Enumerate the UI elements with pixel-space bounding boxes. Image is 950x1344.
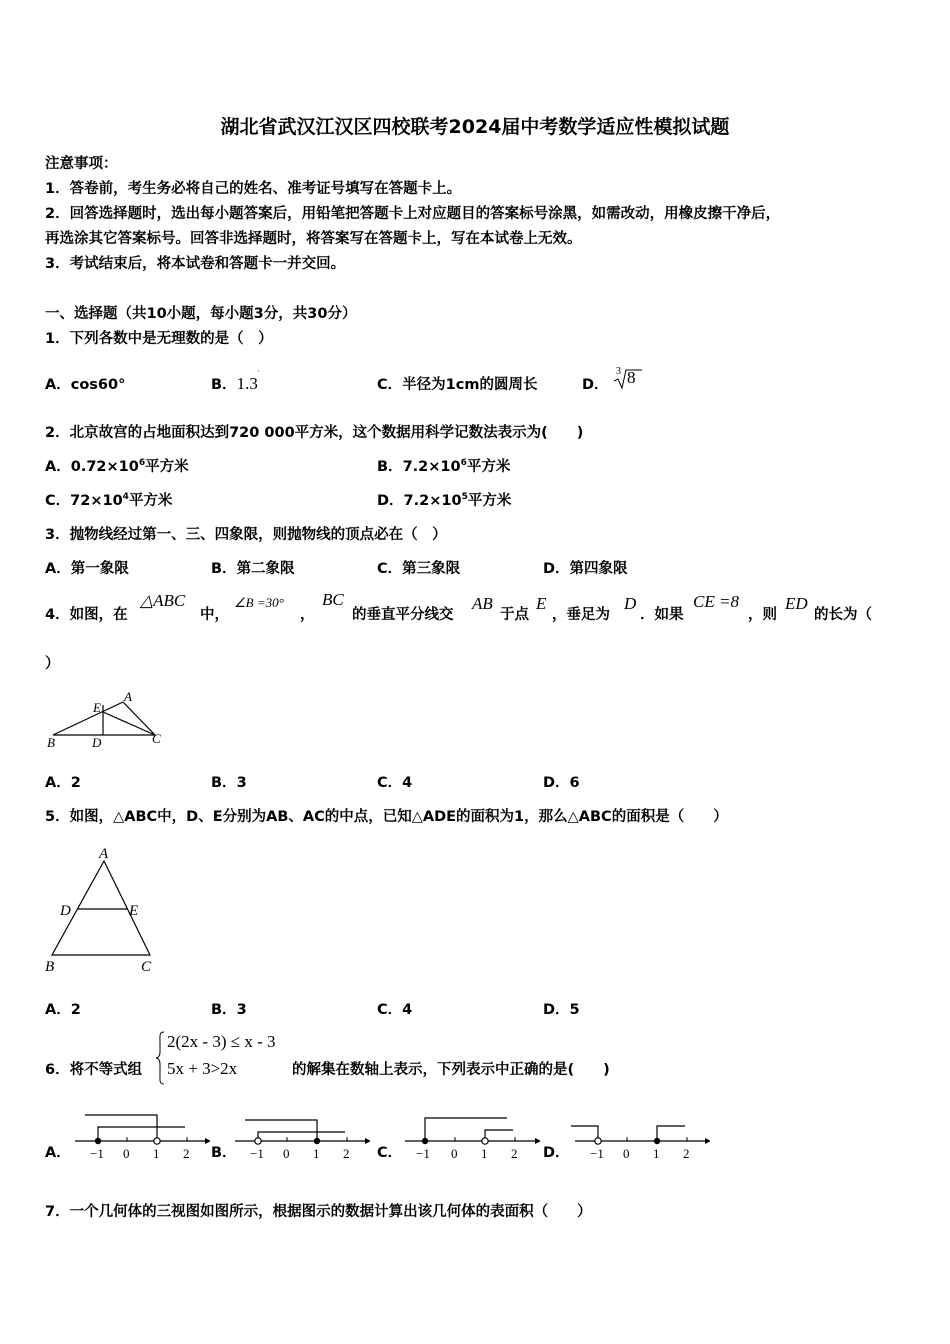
q4-option-a: A．2 xyxy=(45,775,81,791)
q4-math-e: E xyxy=(536,594,547,613)
tick-label: 2 xyxy=(343,1146,350,1161)
q5-option-d: D．5 xyxy=(543,1002,580,1018)
tick-label: 2 xyxy=(511,1146,518,1161)
q2-option-c: C．$72\times 10^4$平方米 xyxy=(45,492,173,509)
q2-option-b: B．$7.2\times 10^6$平方米 xyxy=(377,458,511,475)
q4-option-d: D．6 xyxy=(543,775,580,791)
tick-label: −1 xyxy=(416,1146,430,1161)
notes-heading: 注意事项： xyxy=(45,156,118,172)
q4-text-6: ，垂足为 xyxy=(552,607,610,623)
q4-option-c: C．4 xyxy=(377,775,413,791)
note-line: 再选涂其它答案标号。回答非选择题时，将答案写在答题卡上，写在本试卷上无效。 xyxy=(45,231,582,247)
fig-label-a: A xyxy=(124,689,132,704)
question-1-stem: 1．下列各数中是无理数的是（ ） xyxy=(45,331,273,347)
q4-text-8: ，则 xyxy=(748,607,777,623)
q6-number-line-b xyxy=(225,1108,370,1168)
q1-option-d: D． xyxy=(582,377,609,393)
q4-text-9: 的长为（ xyxy=(814,607,872,623)
note-line: 2．回答选择题时，选出每小题答案后，用铅笔把答题卡上对应题目的答案标号涂黑，如需改动，用橡皮擦干净后， xyxy=(45,206,781,222)
tick-label: 2 xyxy=(683,1146,690,1161)
question-3-stem: 3．抛物线经过第一、三、四象限，则抛物线的顶点必在（ ） xyxy=(45,527,447,543)
q5-option-c: C．4 xyxy=(377,1002,413,1018)
section-heading: 一、选择题（共10小题，每小题3分，共30分） xyxy=(45,306,357,322)
q5-option-b: B．3 xyxy=(211,1002,247,1018)
tick-label: 0 xyxy=(451,1146,458,1161)
q1-option-c: C．半径为1cm的圆周长 xyxy=(377,377,538,393)
q4-math-angle: ∠B =30° xyxy=(234,595,284,610)
tick-label: 0 xyxy=(623,1146,630,1161)
q4-text-7: ．如果 xyxy=(640,607,684,623)
question-2-stem: 2．北京故宫的占地面积达到720 000平方米，这个数据用科学记数法表示为( ) xyxy=(45,425,584,441)
q3-option-b: B．第二象限 xyxy=(211,561,295,577)
q4-text-2: 中， xyxy=(200,607,229,623)
tick-label: 0 xyxy=(123,1146,130,1161)
tick-label: −1 xyxy=(590,1146,604,1161)
fig-label-d: D xyxy=(92,735,102,750)
q1-option-a: A．cos60° xyxy=(45,377,126,393)
q4-math-d: D xyxy=(624,594,637,613)
fig-label-b: B xyxy=(47,735,55,750)
q6-number-line-a xyxy=(65,1108,210,1168)
fig-label-e: E xyxy=(93,700,101,715)
q6-tail: 的解集在数轴上表示，下列表示中正确的是( ) xyxy=(292,1062,610,1078)
repeating-dot: · xyxy=(257,367,260,376)
q6-option-d-label: D． xyxy=(543,1145,570,1161)
q6-inequality-2: 5x + 3>2x xyxy=(167,1059,238,1078)
q2-option-a: A．$0.72\times 10^6$平方米 xyxy=(45,458,189,475)
tick-label: 2 xyxy=(183,1146,190,1161)
q4-text-5: 于点 xyxy=(500,607,529,623)
tick-label: 0 xyxy=(283,1146,290,1161)
q1-option-b: B．1.3 xyxy=(211,374,258,393)
q2-option-d: D．$7.2\times 10^5$平方米 xyxy=(377,492,512,509)
q6-number-line-c xyxy=(395,1108,540,1168)
fig-label-e: E xyxy=(129,903,139,919)
question-5-stem: 5．如图，△ABC中，D、E分别为AB、AC的中点，已知△ADE的面积为1，那么△ABC的面积是（ ） xyxy=(45,809,728,825)
q6-inequality-1: 2(2x - 3) ≤ x - 3 xyxy=(167,1032,276,1051)
note-line: 1．答卷前，考生务必将自己的姓名、准考证号填写在答题卡上。 xyxy=(45,181,462,197)
q4-text-close: ） xyxy=(45,656,60,672)
system-brace xyxy=(154,1030,166,1086)
fig-label-a: A xyxy=(99,846,109,862)
note-line: 3．考试结束后，将本试卷和答题卡一并交回。 xyxy=(45,256,346,272)
tick-label: 1 xyxy=(481,1146,488,1161)
q4-text-3: ， xyxy=(300,607,315,623)
fig-label-d: D xyxy=(60,903,71,919)
q4-triangle-figure xyxy=(45,685,175,751)
q4-option-b: B．3 xyxy=(211,775,247,791)
q6-option-a-label: A． xyxy=(45,1145,71,1161)
page-title: 湖北省武汉江汉区四校联考2024届中考数学适应性模拟试题 xyxy=(220,116,730,138)
q3-option-c: C．第三象限 xyxy=(377,561,461,577)
q4-math-ce: CE =8 xyxy=(693,592,739,611)
q4-math-ed: ED xyxy=(785,594,808,613)
q6-option-b-label: B． xyxy=(211,1145,237,1161)
q3-option-a: A．第一象限 xyxy=(45,561,129,577)
q4-math-ab: AB xyxy=(472,594,493,613)
q5-option-a: A．2 xyxy=(45,1002,81,1018)
question-7-stem: 7．一个几何体的三视图如图所示，根据图示的数据计算出该几何体的表面积（ ） xyxy=(45,1204,592,1220)
tick-label: 1 xyxy=(653,1146,660,1161)
q4-math-bc: BC xyxy=(322,590,344,609)
fig-label-b: B xyxy=(45,959,55,975)
tick-label: −1 xyxy=(90,1146,104,1161)
q6-option-c-label: C． xyxy=(377,1145,403,1161)
q3-option-d: D．第四象限 xyxy=(543,561,628,577)
q6-number-line-d xyxy=(565,1108,710,1168)
q4-math-triangle: △ABC xyxy=(140,591,186,610)
tick-label: −1 xyxy=(250,1146,264,1161)
q4-text-1: 4．如图，在 xyxy=(45,607,128,623)
tick-label: 1 xyxy=(313,1146,320,1161)
q5-triangle-figure xyxy=(42,843,162,978)
q4-text-4: 的垂直平分线交 xyxy=(352,607,454,623)
fig-label-c: C xyxy=(152,731,161,746)
q6-lead: 6．将不等式组 xyxy=(45,1062,143,1078)
fig-label-c: C xyxy=(141,959,152,975)
tick-label: 1 xyxy=(153,1146,160,1161)
